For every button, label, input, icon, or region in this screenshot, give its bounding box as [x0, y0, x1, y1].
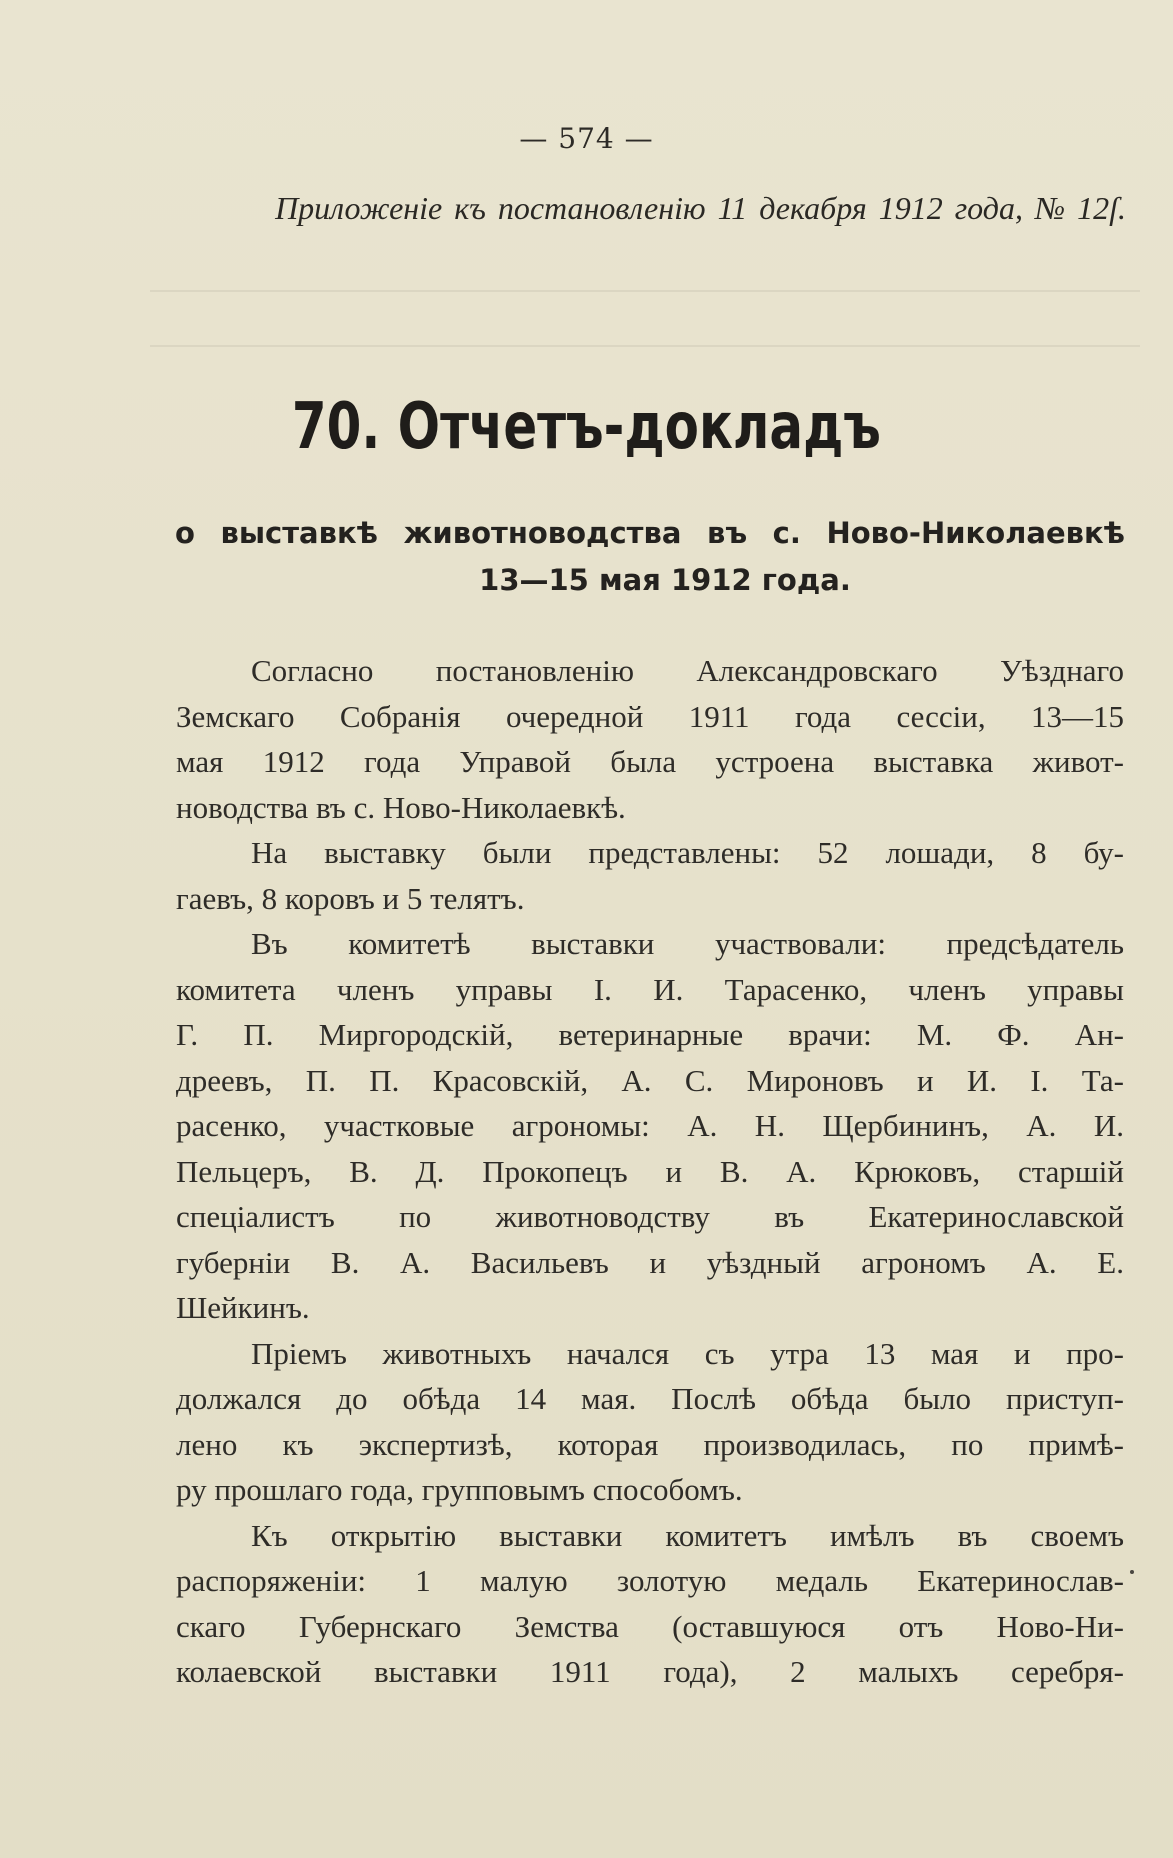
- body-line: Шейкинъ.: [176, 1290, 310, 1325]
- body-line: должался до обѣда 14 мая. Послѣ обѣда было приступ-: [176, 1381, 1124, 1416]
- body-line: Къ открытію выставки комитетъ имѣлъ въ своемъ: [251, 1517, 1124, 1553]
- margin-mark: [1130, 1570, 1134, 1574]
- body-line: На выставку были представлены: 52 лошади, 8 бу-: [251, 835, 1124, 870]
- body-line: новодства въ с. Ново-Николаевкѣ.: [176, 789, 626, 825]
- appendix-reference: Приложеніе къ постановленію 11 декабря 1912 года, № 12ſ.: [275, 190, 1126, 226]
- body-line: дреевъ, П. П. Красовскій, А. С. Мироновъ и И. І. Та-: [176, 1062, 1124, 1098]
- body-line: Пріемъ животныхъ начался съ утра 13 мая и про-: [251, 1335, 1124, 1371]
- subtitle-line-1: о выставкѣ животноводства въ с. Ново-Николаевкѣ: [175, 516, 1125, 550]
- body-line: распоряженіи: 1 малую золотую медаль Екатеринослав-: [176, 1563, 1124, 1598]
- subtitle-line-2: 13—15 мая 1912 года.: [479, 563, 851, 597]
- body-line: комитета членъ управы І. И. Тарасенко, членъ управы: [176, 971, 1124, 1007]
- body-line: губерніи В. А. Васильевъ и уѣздный агрономъ А. Е.: [176, 1244, 1124, 1280]
- body-line: ру прошлаго года, групповымъ способомъ.: [176, 1472, 743, 1507]
- body-line: Пельцеръ, В. Д. Прокопецъ и В. А. Крюковъ, старшій: [176, 1153, 1124, 1189]
- body-line: спеціалистъ по животноводству въ Екатеринославской: [176, 1199, 1124, 1234]
- body-line: Земскаго Собранія очередной 1911 года сессіи, 13—15: [176, 698, 1124, 734]
- body-line: лено къ экспертизѣ, которая производилась, по примѣ-: [176, 1426, 1124, 1462]
- body-line: Въ комитетѣ выставки участвовали: предсѣдатель: [251, 926, 1124, 961]
- body-line: Г. П. Миргородскій, ветеринарные врачи: М. Ф. Ан-: [176, 1017, 1124, 1052]
- body-line: расенко, участковые агрономы: А. Н. Щербининъ, А. И.: [176, 1108, 1124, 1143]
- report-title: 70. Отчетъ-докладъ: [291, 390, 881, 464]
- body-line: Согласно постановленію Александровскаго Уѣзднаго: [251, 653, 1124, 688]
- bleed-rule: [150, 290, 1140, 292]
- body-line: колаевской выставки 1911 года), 2 малыхъ серебря-: [176, 1654, 1124, 1689]
- body-line: скаго Губернскаго Земства (оставшуюся отъ Ново-Ни-: [176, 1608, 1124, 1644]
- body-line: гаевъ, 8 коровъ и 5 телятъ.: [176, 880, 525, 916]
- page-number: — 574 —: [519, 122, 654, 155]
- bleed-rule: [150, 345, 1140, 347]
- body-text: [176, 648, 1124, 1695]
- body-line: мая 1912 года Управой была устроена выставка живот-: [176, 744, 1124, 779]
